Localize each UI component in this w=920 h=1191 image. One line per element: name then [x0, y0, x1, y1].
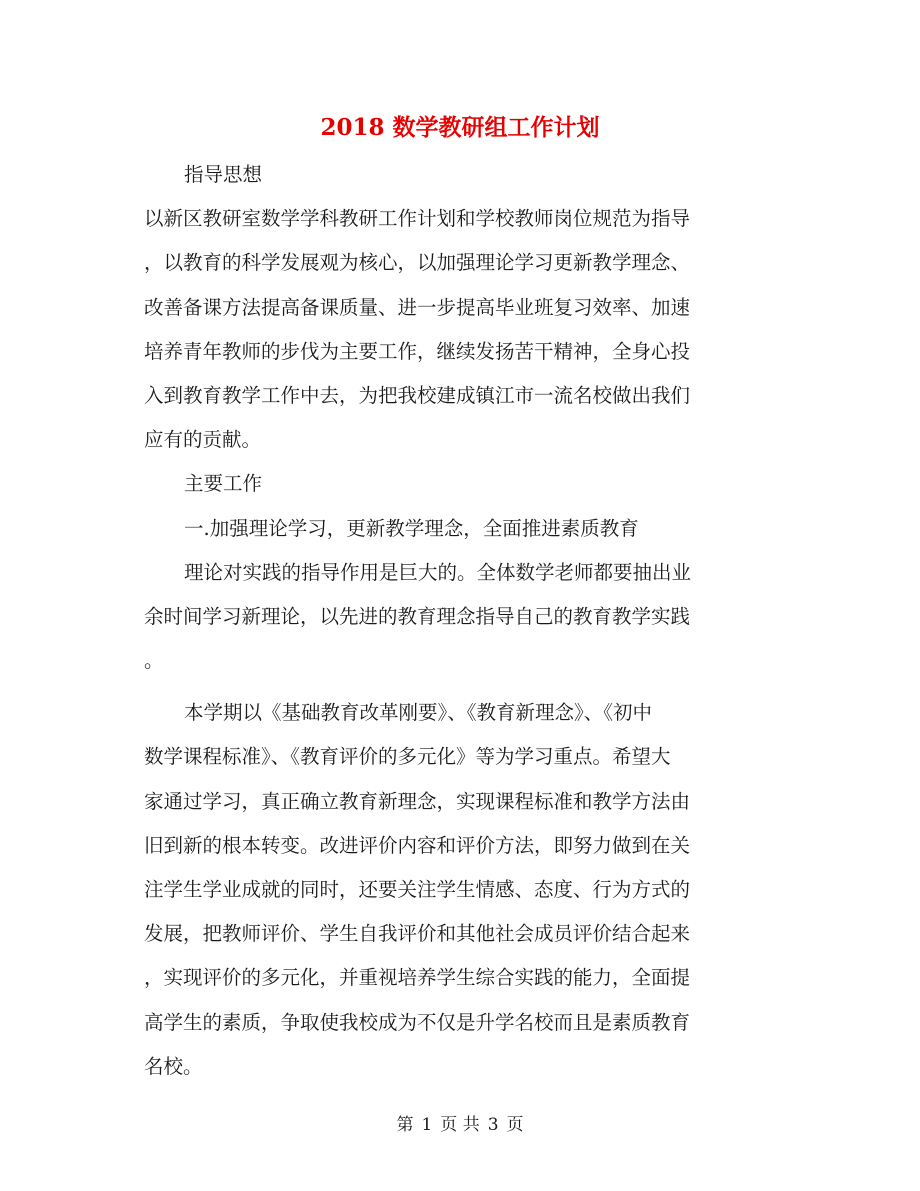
paragraph-line: 高学生的素质，争取使我校成为不仅是升学名校而且是素质教育 — [144, 1010, 691, 1034]
paragraph-line: 入到教育教学工作中去，为把我校建成镇江市一流名校做出我们 — [144, 383, 691, 407]
document-title: 2018 数学教研组工作计划 — [320, 114, 600, 141]
footer-page-suffix: 页 — [506, 1115, 524, 1135]
paragraph-line: 培养青年教师的步伐为主要工作，继续发扬苦干精神，全身心投 — [144, 339, 691, 363]
paragraph-line: 余时间学习新理论，以先进的教育理念指导自己的教育教学实践 — [144, 604, 691, 628]
paragraph-line: 家通过学习，真正确立教育新理念，实现课程标准和教学方法由 — [144, 789, 691, 813]
paragraph-line: 本学期以《基础教育改革刚要》、《教育新理念》、《初中 — [184, 701, 653, 725]
paragraph-line: 发展，把教师评价、学生自我评价和其他社会成员评价结合起来 — [144, 922, 691, 946]
paragraph-line: 以新区教研室数学学科教研工作计划和学校教师岗位规范为指导 — [144, 207, 691, 231]
paragraph-line: 名校。 — [144, 1054, 203, 1078]
paragraph-line: 。 — [144, 649, 164, 673]
paragraph-line: 数学课程标准》、《教育评价的多元化》等为学习重点。希望大 — [144, 745, 671, 769]
paragraph-line: 理论对实践的指导作用是巨大的。全体数学老师都要抽出业 — [184, 560, 692, 584]
paragraph-line: ，实现评价的多元化，并重视培养学生综合实践的能力，全面提 — [144, 966, 691, 990]
section-heading-main-work: 主要工作 — [184, 472, 263, 496]
paragraph-line: ，以教育的科学发展观为核心，以加强理论学习更新教学理念、 — [144, 251, 691, 275]
footer-page-prefix: 第 — [396, 1115, 414, 1135]
paragraph-line: 注学生学业成就的同时，还要关注学生情感、态度、行为方式的 — [144, 878, 691, 901]
footer-page-current: 1 — [421, 1115, 433, 1135]
footer-page-middle: 页 共 — [440, 1115, 480, 1135]
paragraph-line: 改善备课方法提高备课质量、进一步提高毕业班复习效率、加速 — [144, 295, 691, 319]
paragraph-line: 旧到新的根本转变。改进评价内容和评价方法，即努力做到在关 — [144, 833, 691, 857]
paragraph-line: 应有的贡献。 — [144, 428, 262, 452]
footer-page-total: 3 — [487, 1115, 499, 1135]
document-body — [144, 153, 776, 1089]
subsection-heading: 一.加强理论学习，更新教学理念，全面推进素质教育 — [184, 516, 639, 540]
page-footer — [0, 1110, 920, 1140]
section-heading-guiding-ideology: 指导思想 — [184, 163, 263, 186]
